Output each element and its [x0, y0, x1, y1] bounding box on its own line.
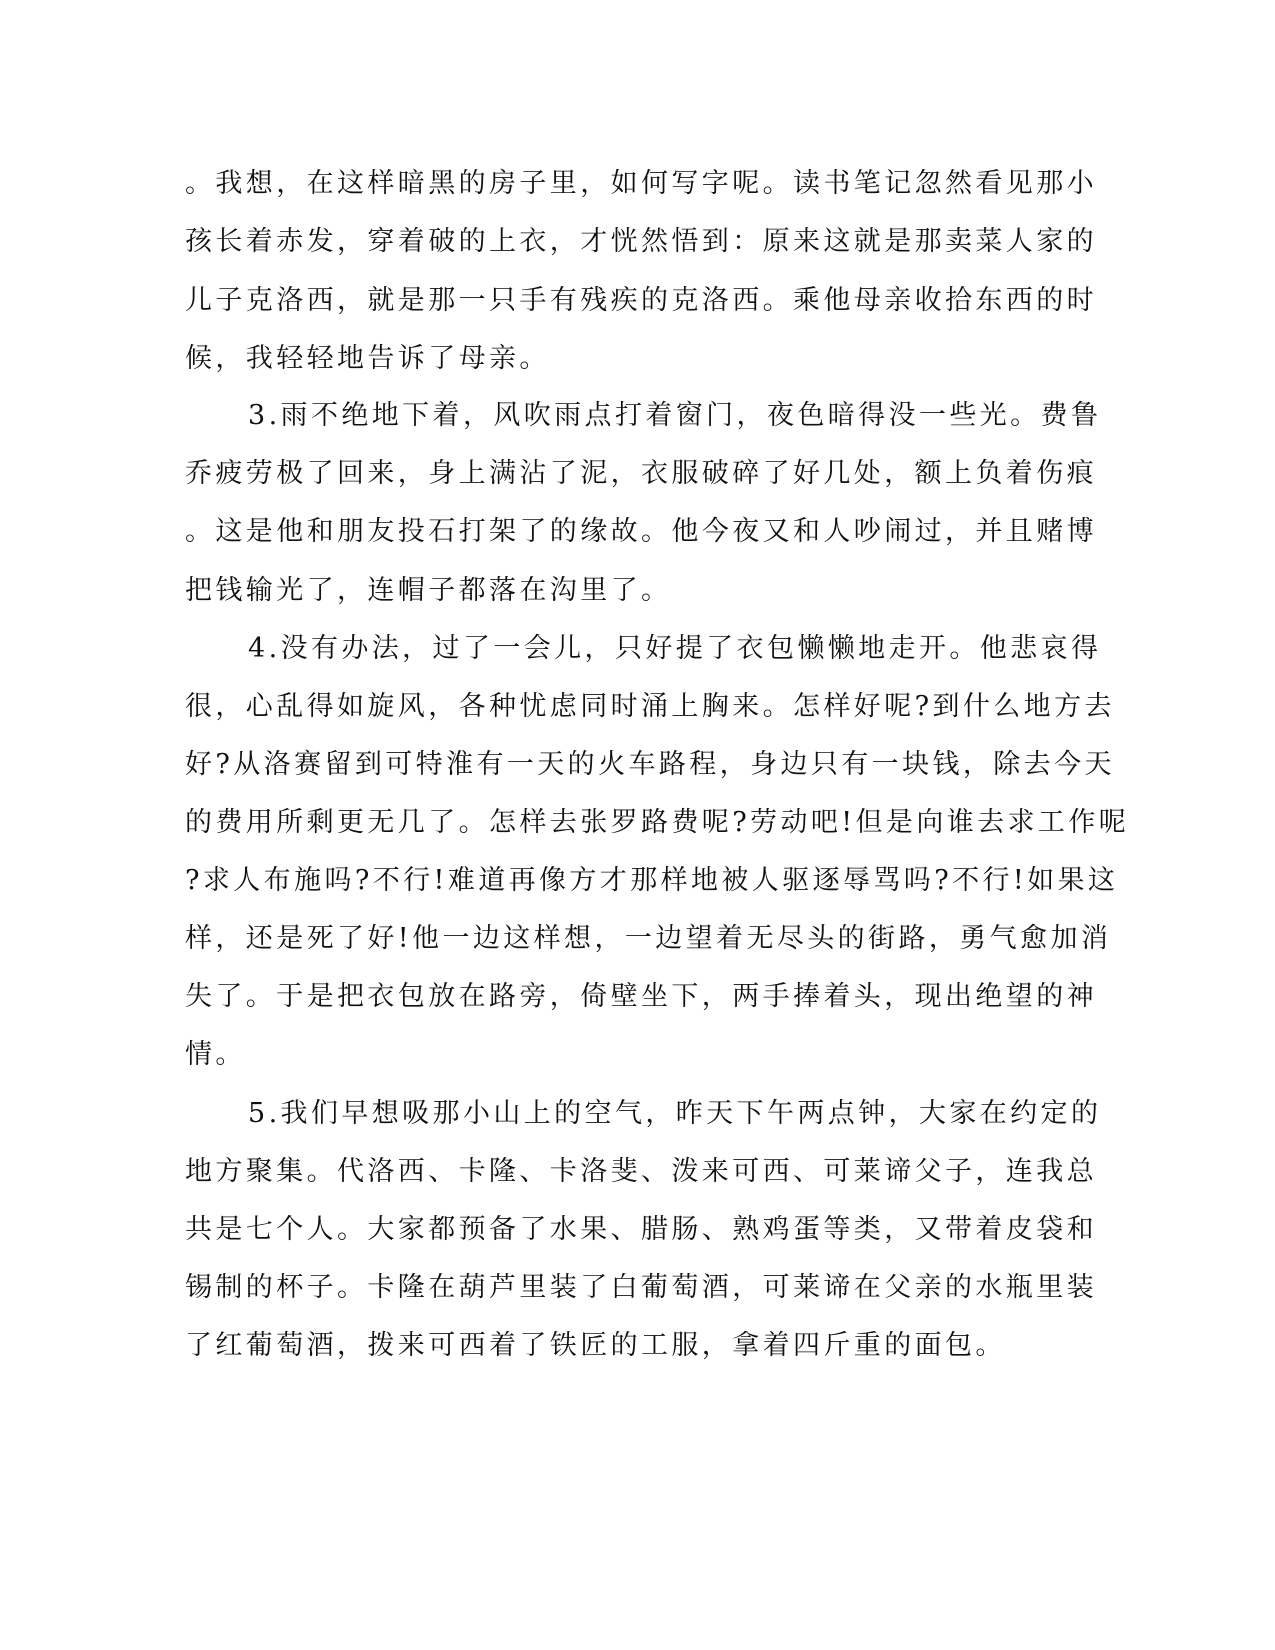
text-line: 共是七个人。大家都预备了水果、腊肠、熟鸡蛋等类，又带着皮袋和: [185, 1214, 1097, 1245]
text-line: 很，心乱得如旋风，各种忧虑同时涌上胸来。怎样好呢?到什么地方去: [185, 691, 1115, 722]
paragraph-3-first-line: 3.雨不绝地下着，风吹雨点打着窗门，夜色暗得没一些光。费鲁: [248, 400, 1102, 431]
text-line: 孩长着赤发，穿着破的上衣，才恍然悟到：原来这就是那卖菜人家的: [185, 226, 1097, 257]
text-line: 儿子克洛西，就是那一只手有残疾的克洛西。乘他母亲收拾东西的时: [185, 285, 1097, 316]
paragraph-4-first-line: 4.没有办法，过了一会儿，只好提了衣包懒懒地走开。他悲哀得: [248, 633, 1102, 664]
text-line: ?求人布施吗?不行!难道再像方才那样地被人驱逐辱骂吗?不行!如果这: [185, 865, 1119, 896]
text-line: 情。: [185, 1039, 246, 1070]
text-line: 了红葡萄酒，拨来可西着了铁匠的工服，拿着四斤重的面包。: [185, 1330, 1006, 1361]
text-line: 锡制的杯子。卡隆在葫芦里装了白葡萄酒，可莱谛在父亲的水瓶里装: [185, 1272, 1097, 1303]
text-line: 好?从洛赛留到可特淮有一天的火车路程，身边只有一块钱，除去今天: [185, 749, 1115, 780]
text-line: 候，我轻轻地告诉了母亲。: [185, 343, 550, 374]
paragraph-5-first-line: 5.我们早想吸那小山上的空气，昨天下午两点钟，大家在约定的: [248, 1098, 1102, 1129]
text-line: 的费用所剩更无几了。怎样去张罗路费呢?劳动吧!但是向谁去求工作呢: [185, 807, 1130, 838]
text-line: 失了。于是把衣包放在路旁，倚壁坐下，两手捧着头，现出绝望的神: [185, 981, 1097, 1012]
text-line: 。这是他和朋友投石打架了的缘故。他今夜又和人吵闹过，并且赌博: [185, 516, 1097, 547]
text-line: 样，还是死了好!他一边这样想，一边望着无尽头的街路，勇气愈加消: [185, 923, 1112, 954]
text-line: 。我想，在这样暗黑的房子里，如何写字呢。读书笔记忽然看见那小: [185, 168, 1097, 199]
text-line: 乔疲劳极了回来，身上满沾了泥，衣服破碎了好几处，额上负着伤痕: [185, 458, 1097, 489]
text-line: 地方聚集。代洛西、卡隆、卡洛斐、泼来可西、可莱谛父子，连我总: [185, 1156, 1097, 1187]
text-line: 把钱输光了，连帽子都落在沟里了。: [185, 575, 672, 606]
